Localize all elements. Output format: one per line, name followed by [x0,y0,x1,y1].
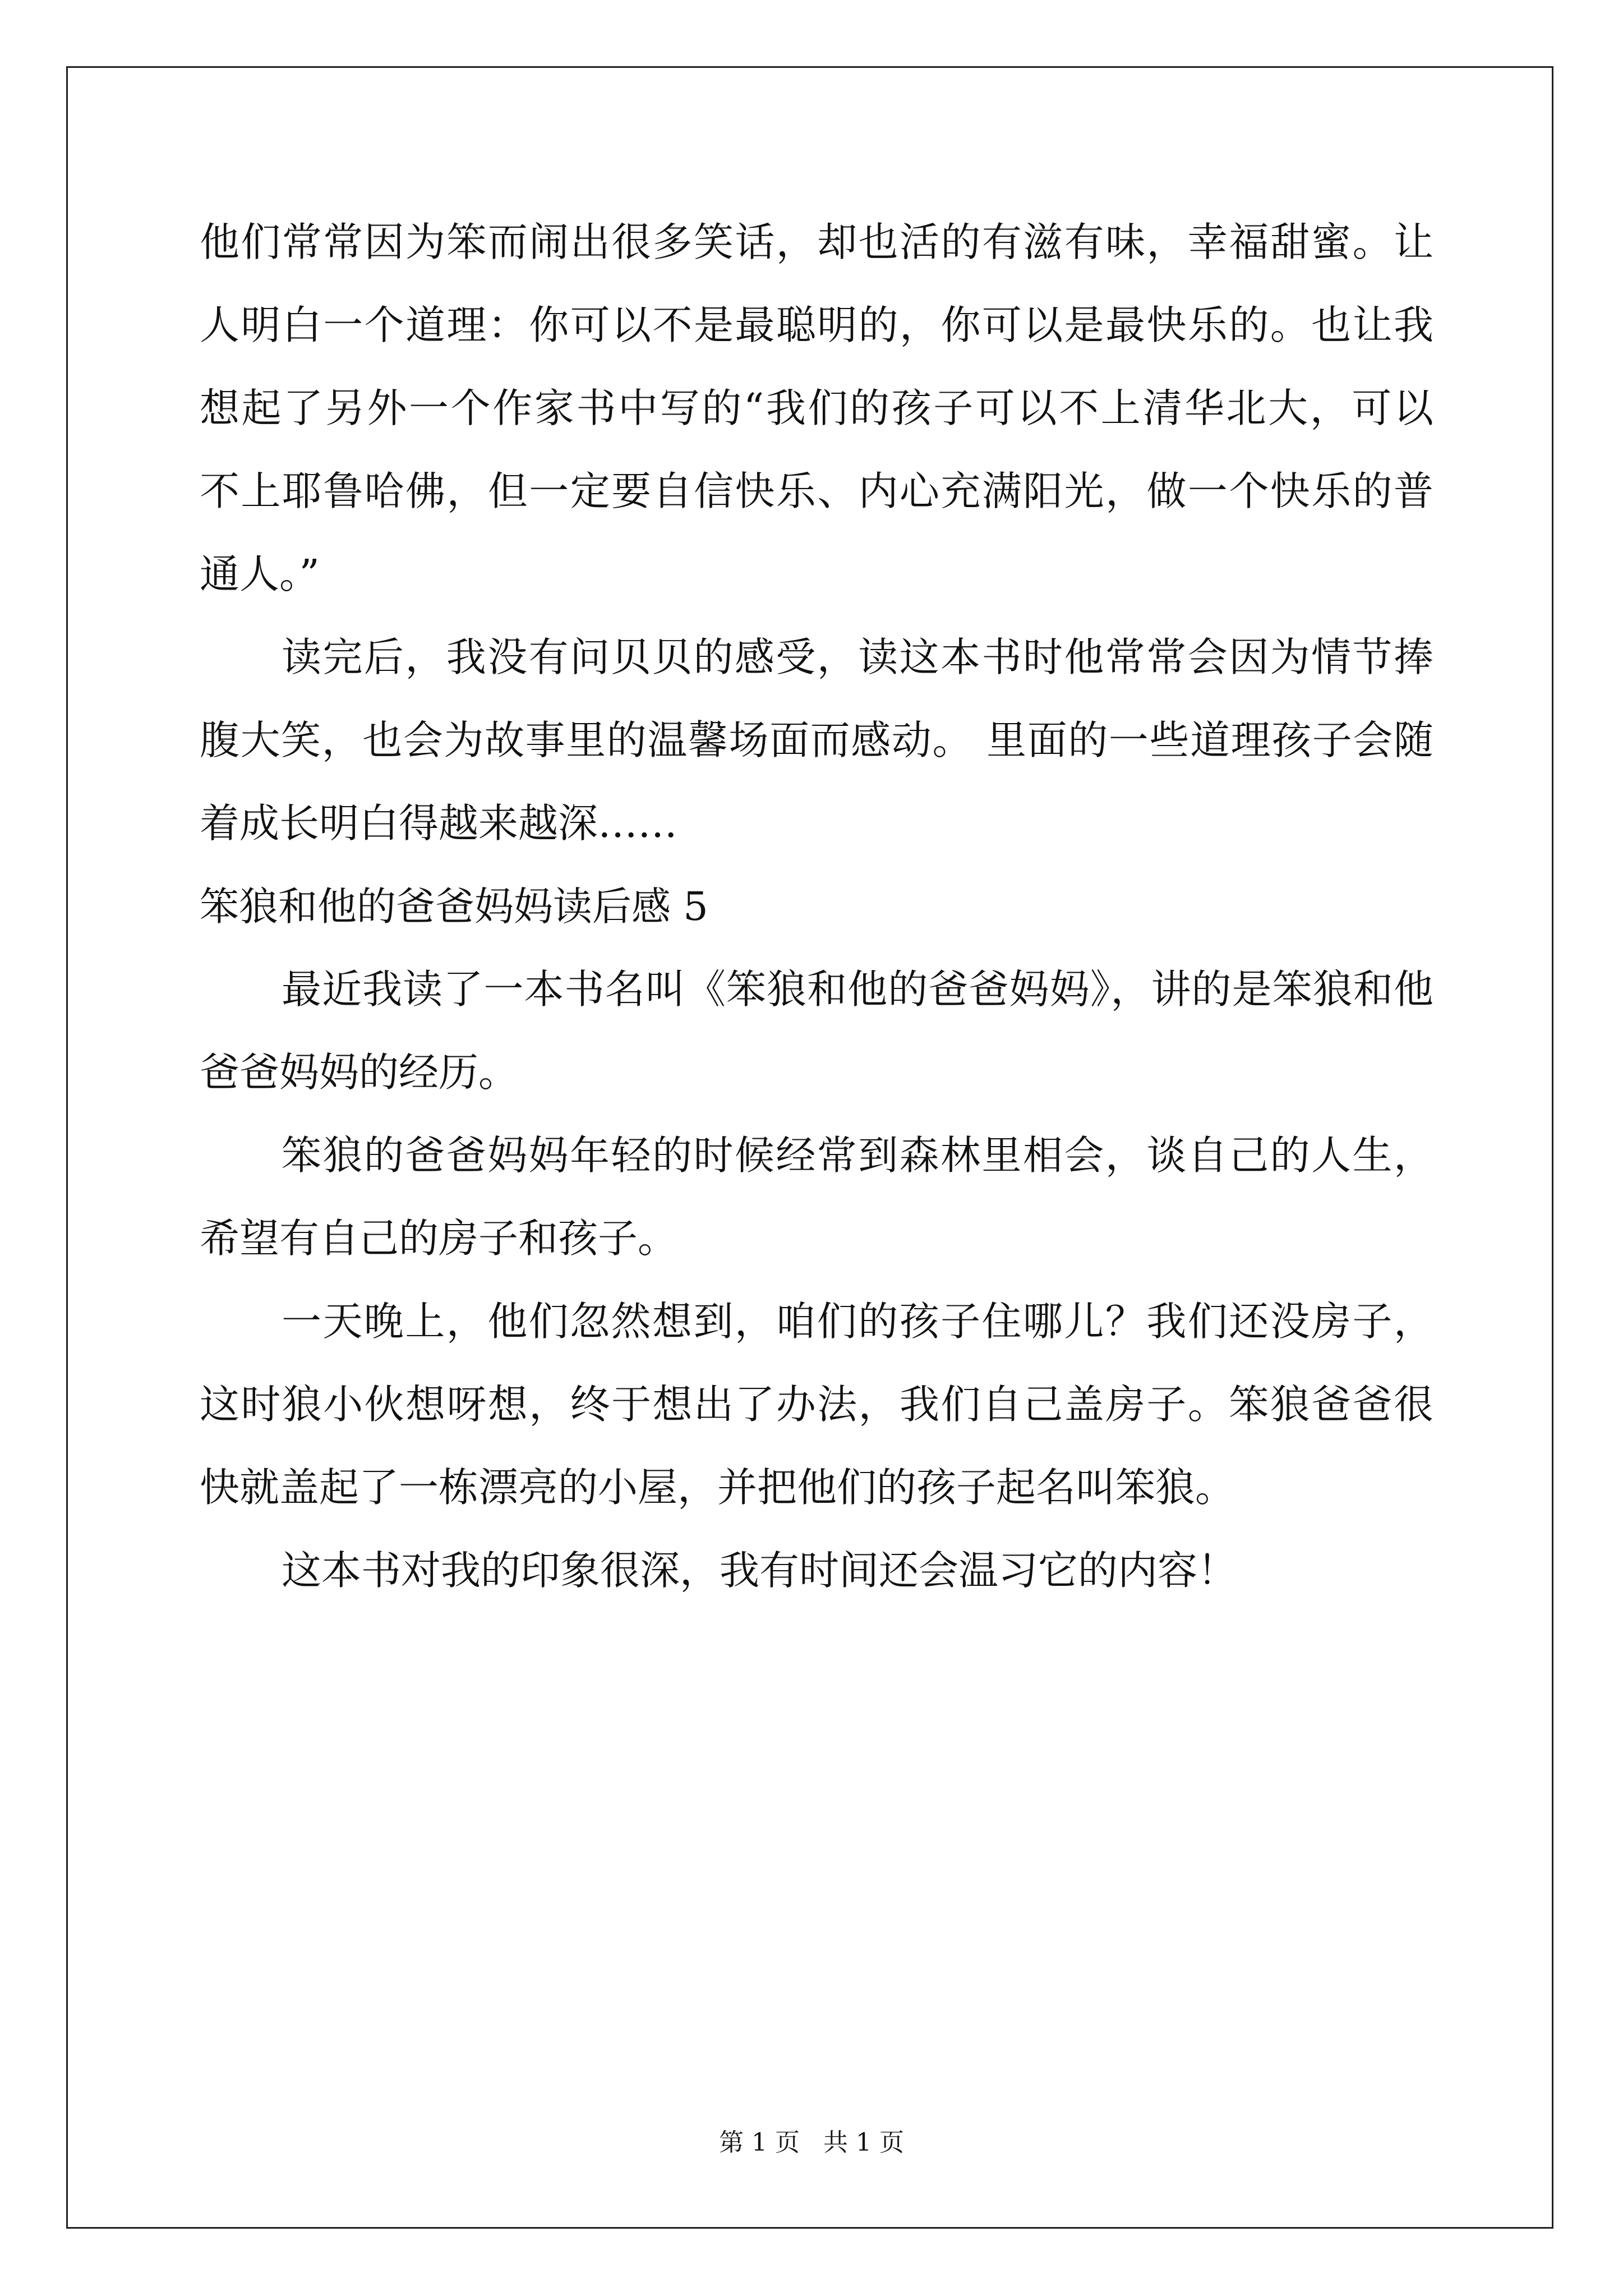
page-number: 第 1 页 [719,2128,800,2157]
paragraph-first-line: 笨狼的爸爸妈妈年轻的时候经常到森林里相会，谈自己的人生， [282,1132,1433,1179]
document-body [200,201,1433,1612]
section-heading: 笨狼和他的爸爸妈妈读后感 5 [200,884,708,930]
page-footer [0,2126,1623,2160]
text-line: 希望有自己的房子和孩子。 [200,1215,678,1262]
text-line: 着成长明白得越来越深…… [200,800,678,846]
text-line: 这时狼小伙想呀想，终于想出了办法，我们自己盖房子。笨狼爸爸很 [200,1381,1433,1428]
paragraph-first-line: 读完后，我没有问贝贝的感受，读这本书时他常常会因为情节捧 [282,634,1433,680]
text-line: 爸爸妈妈的经历。 [200,1049,519,1096]
text-line: 不上耶鲁哈佛，但一定要自信快乐、内心充满阳光，做一个快乐的普 [200,468,1433,514]
text-line: 想起了另外一个作家书中写的“我们的孩子可以不上清华北大，可以 [200,385,1433,431]
text-line: 通人。” [200,551,320,597]
paragraph-first-line: 一天晚上，他们忽然想到，咱们的孩子住哪儿？我们还没房子， [282,1298,1433,1345]
text-line: 人明白一个道理：你可以不是最聪明的，你可以是最快乐的。也让我 [200,302,1433,348]
text-line: 快就盖起了一栋漂亮的小屋，并把他们的孩子起名叫笨狼。 [200,1464,1235,1511]
text-line: 腹大笑，也会为故事里的温馨场面而感动。 里面的一些道理孩子会随 [200,717,1433,763]
page-total: 共 1 页 [823,2128,904,2157]
text-line: 他们常常因为笨而闹出很多笑话，却也活的有滋有味，幸福甜蜜。让 [200,219,1433,265]
paragraph-first-line: 最近我读了一本书名叫《笨狼和他的爸爸妈妈》，讲的是笨狼和他 [282,966,1433,1013]
paragraph-first-line: 这本书对我的印象很深，我有时间还会温习它的内容！ [282,1547,1238,1594]
